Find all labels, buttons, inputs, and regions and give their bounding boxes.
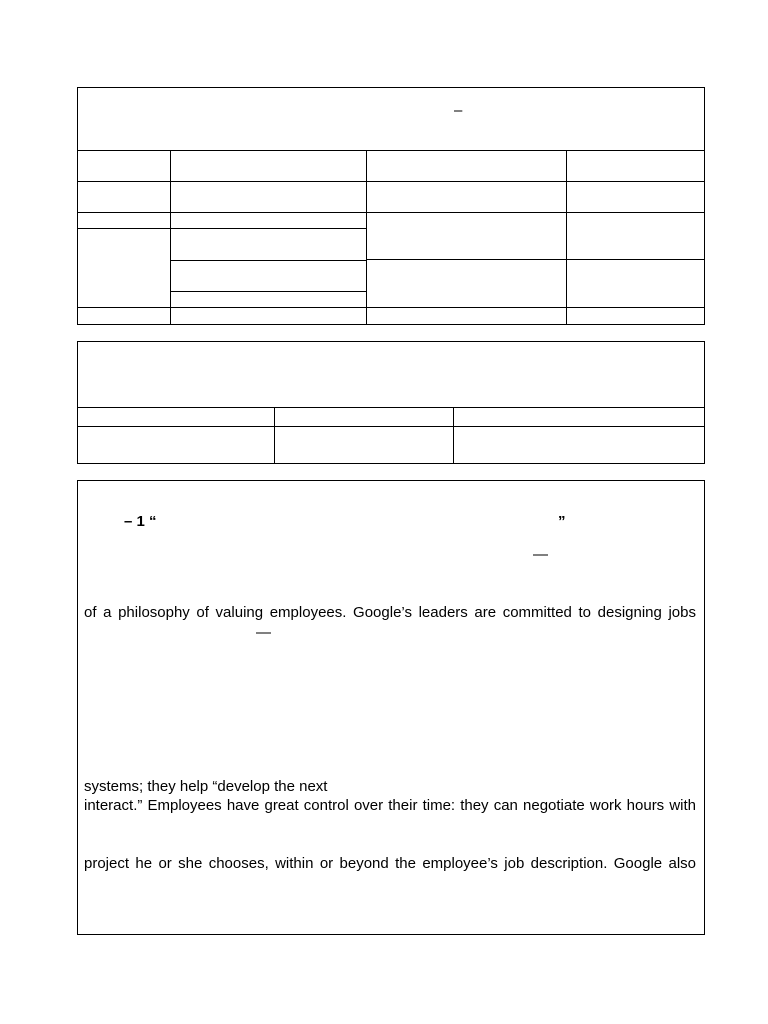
table1-rule-2 [77,181,704,182]
table2-col-2 [453,407,454,463]
table2-rule-1 [77,407,704,408]
form-table-1 [77,87,705,325]
table2-rule-2 [77,426,704,427]
passage-line-d: project he or she chooses, within or beyond the employee’s job description. Google also [84,855,696,872]
table1-col-1 [170,150,171,324]
passage-line-a: of a philosophy of valuing employees. Google’s leaders are committed to designing jobs [84,604,696,621]
table1-rule-1 [77,150,704,151]
table1-col-3 [566,150,567,324]
passage-line-b: systems; they help “develop the next [84,778,328,795]
table1-rule-7 [170,291,366,292]
table1-title-dash: – [454,102,463,119]
passage-dash-1: — [533,546,548,563]
table1-rule-6 [170,260,366,261]
table1-rule-4 [77,228,366,229]
passage-heading-close-quote: ” [558,513,566,530]
passage-dash-2: — [256,624,271,641]
form-table-2 [77,341,705,464]
table2-col-1 [274,407,275,463]
table1-rule-3 [77,212,704,213]
table1-col-2 [366,150,367,324]
table1-rule-8 [77,307,704,308]
passage-heading-prefix: – 1 “ [124,513,157,530]
passage-line-c: interact.” Employees have great control over their time: they can negotiate work hours with [84,797,696,814]
table1-rule-5 [566,259,704,260]
table1-rule-5b [366,259,566,260]
